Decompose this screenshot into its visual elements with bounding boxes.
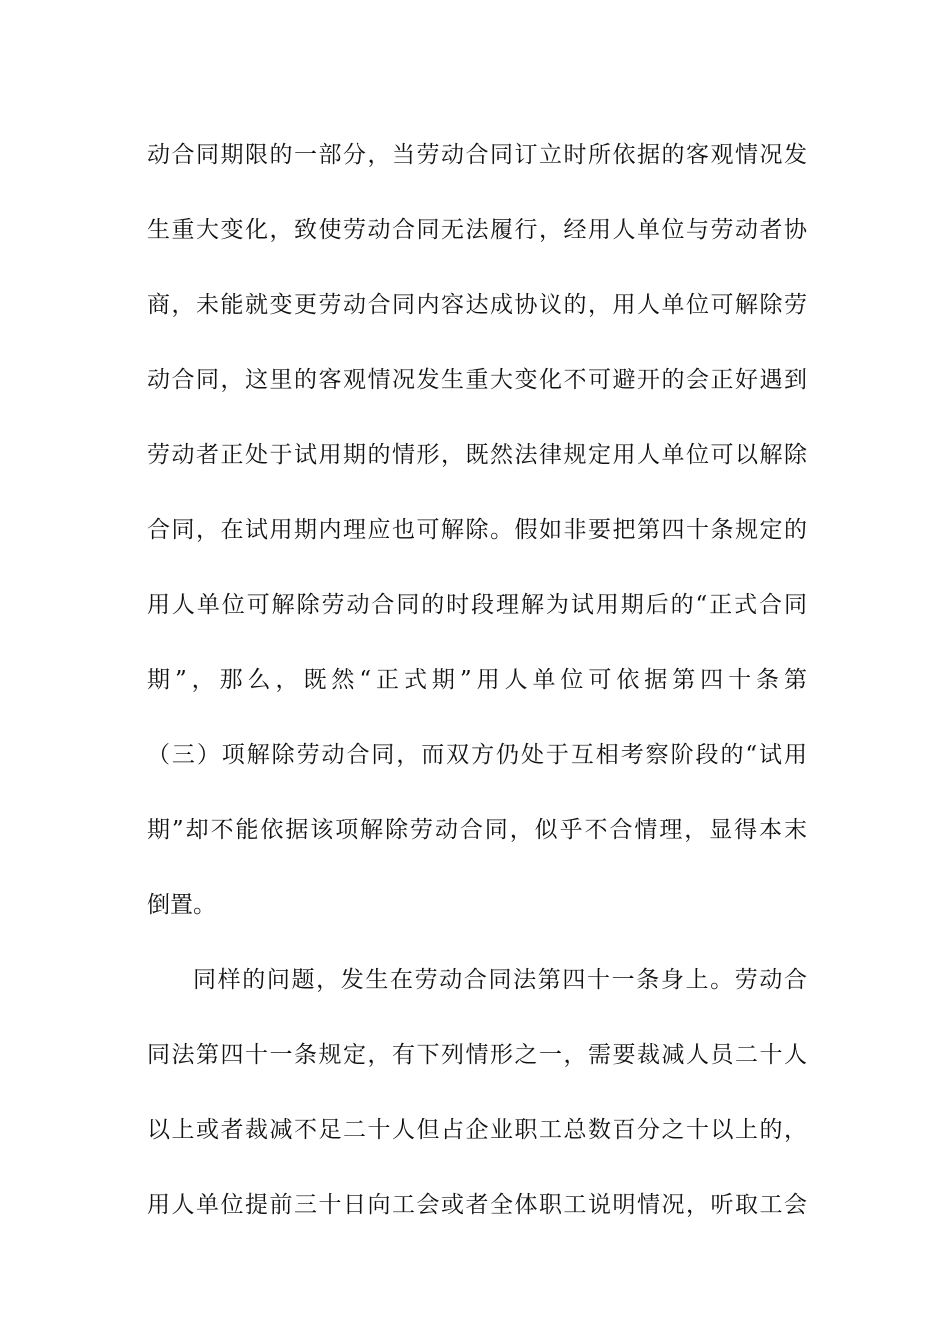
text-line-8: 期”，那么，既然“正式期”用人单位可依据第四十条第	[147, 667, 807, 693]
text-line-13: 同法第四十一条规定，有下列情形之一，需要裁减人员二十人	[147, 1042, 807, 1068]
text-line-4: 动合同，这里的客观情况发生重大变化不可避开的会正好遇到	[147, 367, 807, 393]
text-line-15: 用人单位提前三十日向工会或者全体职工说明情况，听取工会	[147, 1192, 807, 1218]
text-line-5: 劳动者正处于试用期的情形，既然法律规定用人单位可以解除	[147, 442, 807, 468]
body-text	[147, 130, 807, 1255]
text-line-14: 以上或者裁减不足二十人但占企业职工总数百分之十以上的，	[147, 1117, 807, 1143]
text-line-12: 同样的问题，发生在劳动合同法第四十一条身上。劳动合	[193, 967, 807, 993]
text-line-3: 商，未能就变更劳动合同内容达成协议的，用人单位可解除劳	[147, 292, 807, 318]
text-line-7: 用人单位可解除劳动合同的时段理解为试用期后的“正式合同	[147, 592, 807, 618]
text-line-6: 合同，在试用期内理应也可解除。假如非要把第四十条规定的	[147, 517, 807, 543]
text-line-10: 期”却不能依据该项解除劳动合同，似乎不合情理，显得本末	[147, 817, 807, 843]
text-line-1: 动合同期限的一部分，当劳动合同订立时所依据的客观情况发	[147, 142, 807, 168]
text-line-9: （三）项解除劳动合同，而双方仍处于互相考察阶段的“试用	[147, 742, 807, 768]
text-line-2: 生重大变化，致使劳动合同无法履行，经用人单位与劳动者协	[147, 217, 807, 243]
text-line-11: 倒置。	[147, 892, 216, 918]
